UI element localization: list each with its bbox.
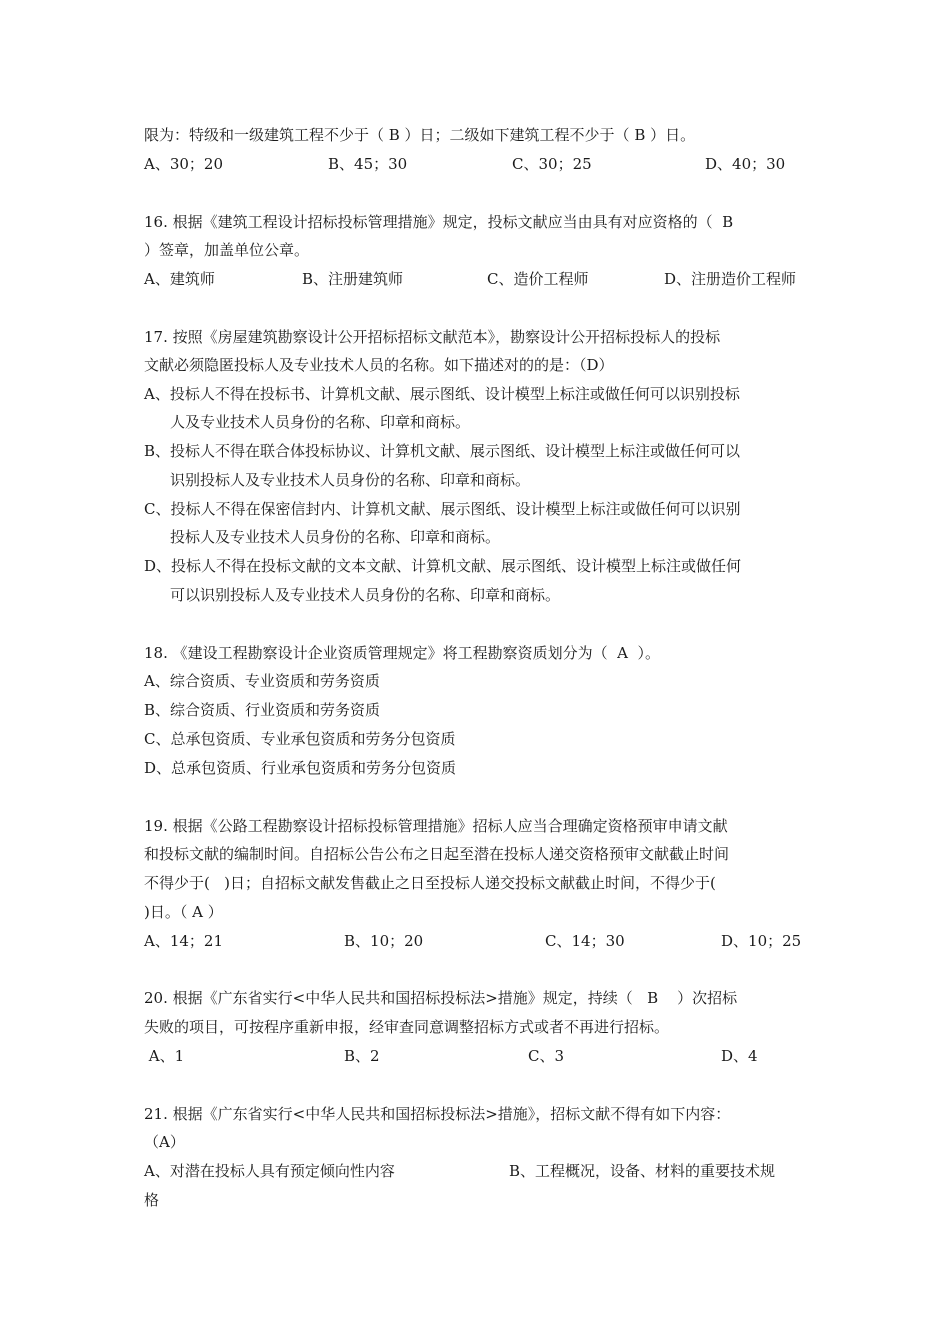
q19-stem-line4: )日。（ A ） bbox=[144, 903, 223, 921]
q17-option-a-line1: A、投标人不得在投标书、计算机文献、展示图纸、设计模型上标注或做任何可以识别投标 bbox=[144, 385, 740, 403]
q19-option-b: B、10；20 bbox=[344, 932, 424, 950]
q16-option-d: D、注册造价工程师 bbox=[664, 270, 797, 288]
q20-option-a: A、1 bbox=[144, 1047, 185, 1065]
q15-option-d: D、40；30 bbox=[705, 155, 786, 173]
q20-option-c: C、3 bbox=[528, 1047, 565, 1065]
q17-option-c-line1: C、投标人不得在保密信封内、计算机文献、展示图纸、设计模型上标注或做任何可以识别 bbox=[144, 500, 741, 518]
q17-option-d-line1: D、投标人不得在投标文献的文本文献、计算机文献、展示图纸、设计模型上标注或做任何 bbox=[144, 557, 742, 575]
q17-stem-line2: 文献必须隐匿投标人及专业技术人员的名称。如下描述对的的是：（D） bbox=[144, 356, 614, 374]
q16-option-a: A、建筑师 bbox=[144, 270, 215, 288]
q19-stem-line1: 19. 根据《公路工程勘察设计招标投标管理措施》招标人应当合理确定资格预审申请文献 bbox=[144, 817, 728, 835]
q15-stem-line2: 限为：特级和一级建筑工程不少于（ B ）日；二级如下建筑工程不少于（ B ）日。 bbox=[144, 126, 696, 144]
q20-option-d: D、4 bbox=[721, 1047, 758, 1065]
q17-option-b-line1: B、投标人不得在联合体投标协议、计算机文献、展示图纸、设计模型上标注或做任何可以 bbox=[144, 442, 741, 460]
q16-option-b: B、注册建筑师 bbox=[302, 270, 404, 288]
q17-option-b-line2: 识别投标人及专业技术人员身份的名称、印章和商标。 bbox=[170, 471, 531, 489]
q19-option-a: A、14；21 bbox=[144, 932, 224, 950]
q20-option-b: B、2 bbox=[344, 1047, 380, 1065]
q21-option-b-line1: B、工程概况，设备、材料的重要技术规 bbox=[509, 1162, 776, 1180]
q20-stem-line2: 失败的项目，可按程序重新申报，经审查同意调整招标方式或者不再进行招标。 bbox=[144, 1018, 670, 1036]
q19-option-c: C、14；30 bbox=[545, 932, 625, 950]
q18-option-b: B、综合资质、行业资质和劳务资质 bbox=[144, 701, 381, 719]
q19-stem-line3: 不得少于( )日；自招标文献发售截止之日至投标人递交投标文献截止时间，不得少于( bbox=[144, 874, 716, 892]
q16-stem-line2: ）签章，加盖单位公章。 bbox=[144, 241, 310, 259]
q17-option-c-line2: 投标人及专业技术人员身份的名称、印章和商标。 bbox=[170, 528, 501, 546]
q19-option-d: D、10；25 bbox=[721, 932, 802, 950]
q17-option-d-line2: 可以识别投标人及专业技术人员身份的名称、印章和商标。 bbox=[170, 586, 561, 604]
q21-stem-line1: 21. 根据《广东省实行<中华人民共和国招标投标法>措施》，招标文献不得有如下内容： bbox=[144, 1105, 731, 1123]
q18-option-d: D、总承包资质、行业承包资质和劳务分包资质 bbox=[144, 759, 457, 777]
q15-option-c: C、30；25 bbox=[512, 155, 592, 173]
q18-option-a: A、综合资质、专业资质和劳务资质 bbox=[144, 672, 380, 690]
q18-option-c: C、总承包资质、专业承包资质和劳务分包资质 bbox=[144, 730, 456, 748]
q17-stem-line1: 17. 按照《房屋建筑勘察设计公开招标招标文献范本》，勘察设计公开招标投标人的投标 bbox=[144, 328, 721, 346]
q19-stem-line2: 和投标文献的编制时间。自招标公告公布之日起至潜在投标人递交资格预审文献截止时间 bbox=[144, 845, 730, 863]
q15-option-b: B、45；30 bbox=[328, 155, 408, 173]
q21-stem-line2: （A） bbox=[144, 1133, 185, 1151]
q18-stem-line1: 18. 《建设工程勘察设计企业资质管理规定》将工程勘察资质划分为（ A ）。 bbox=[144, 644, 661, 662]
q16-stem-line1: 16. 根据《建筑工程设计招标投标管理措施》规定，投标文献应当由具有对应资格的（ B bbox=[144, 213, 734, 231]
q21-option-b-line2: 格 bbox=[144, 1191, 160, 1209]
q21-option-a: A、对潜在投标人具有预定倾向性内容 bbox=[144, 1162, 395, 1180]
q15-option-a: A、30；20 bbox=[144, 155, 224, 173]
q17-option-a-line2: 人及专业技术人员身份的名称、印章和商标。 bbox=[170, 413, 471, 431]
q20-stem-line1: 20. 根据《广东省实行<中华人民共和国招标投标法>措施》规定，持续（ B ）次招标 bbox=[144, 989, 738, 1007]
q16-option-c: C、造价工程师 bbox=[487, 270, 589, 288]
